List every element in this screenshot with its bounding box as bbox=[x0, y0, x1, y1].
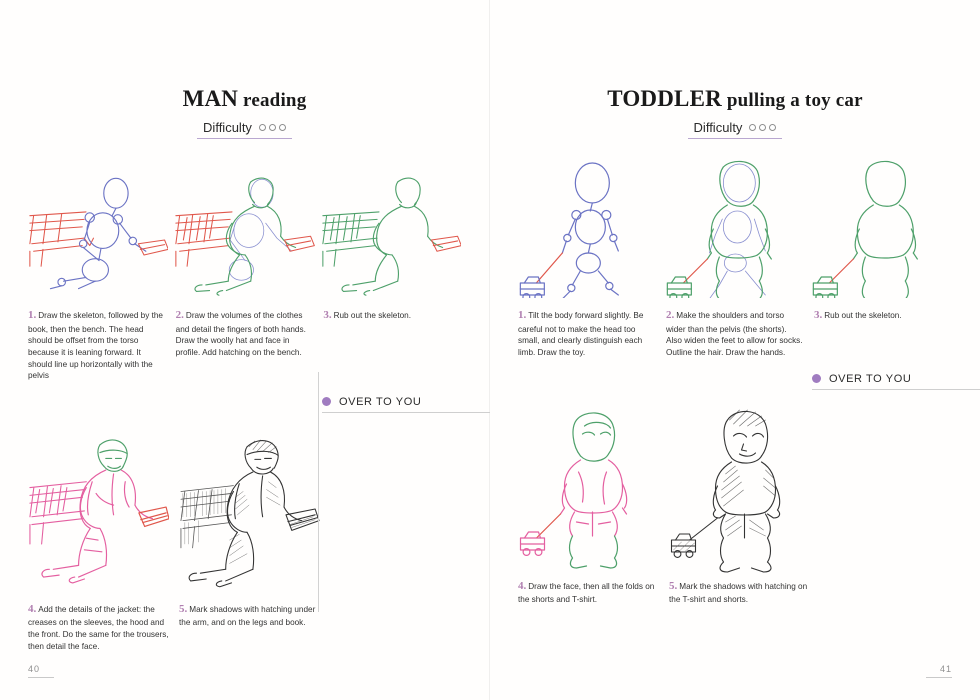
book-sketch bbox=[138, 240, 168, 255]
difficulty-dots-left bbox=[259, 124, 286, 131]
caption-number: 5. bbox=[179, 602, 188, 615]
difficulty-dot bbox=[759, 124, 766, 131]
title-rest-right: pulling a toy car bbox=[721, 90, 863, 111]
over-to-you-left bbox=[322, 396, 490, 413]
figure-outline bbox=[189, 440, 301, 587]
caption-step-4-right bbox=[518, 579, 659, 606]
figure-row-1-right bbox=[518, 153, 952, 298]
bench-sketch bbox=[323, 212, 379, 266]
caption-step-1-right bbox=[518, 308, 656, 359]
title-strong-left: MAN bbox=[182, 86, 239, 111]
page-number-text: 41 bbox=[939, 664, 952, 674]
hat-hatching bbox=[249, 440, 276, 453]
string-sketch bbox=[537, 514, 561, 538]
toy-car-sketch bbox=[667, 277, 691, 298]
shirt-sketch bbox=[561, 460, 627, 514]
page-number-text: 40 bbox=[28, 664, 41, 674]
figure-step-5-right bbox=[669, 398, 810, 573]
book-sketch bbox=[139, 507, 169, 526]
toy-car-sketch bbox=[814, 277, 838, 298]
caption-step-4-left bbox=[28, 602, 169, 653]
head-sketch bbox=[573, 412, 615, 460]
bench-sketch bbox=[30, 482, 86, 544]
caption-text: Draw the face, then all the folds on the shorts and T-shirt. bbox=[518, 581, 655, 605]
bench-sketch bbox=[176, 212, 232, 266]
over-to-you-label: OVER TO YOU bbox=[829, 372, 912, 385]
caption-number: 2. bbox=[666, 309, 675, 321]
caption-text: Mark the shadows with hatching on the T-shirt and shorts. bbox=[669, 581, 808, 605]
difficulty-dot bbox=[769, 124, 776, 131]
string-sketch bbox=[690, 518, 718, 540]
bench-shading bbox=[181, 485, 234, 547]
figure-step-1-right bbox=[518, 153, 659, 298]
page-title-left bbox=[28, 86, 461, 112]
bullet-icon bbox=[322, 397, 331, 406]
caption-step-5-left bbox=[179, 602, 320, 653]
captions-row-2-right bbox=[518, 579, 810, 606]
right-page bbox=[490, 0, 980, 700]
caption-text: Draw the skeleton, followed by the book, then the bench. The head should be offset from the torso because it is leaning forward. It should line up horizontally with the pelvis bbox=[28, 311, 163, 381]
caption-text: Add the details of the jacket: the creases on the sleeves, the hood and the front. Do the same for the trousers, then detail the face. bbox=[28, 604, 169, 651]
caption-text: Tilt the body forward slightly. Be careful not to make the head too small, and clearly distinguish each limb. Draw the toy. bbox=[518, 311, 644, 357]
difficulty-right bbox=[688, 120, 783, 139]
difficulty-dot bbox=[749, 124, 756, 131]
captions-row-1-left bbox=[28, 308, 461, 382]
caption-text: Rub out the skeleton. bbox=[333, 311, 411, 320]
difficulty-label-right: Difficulty bbox=[693, 120, 743, 135]
figure-step-4-left bbox=[28, 421, 169, 596]
skeleton-sketch bbox=[50, 178, 145, 288]
shorts-sketch bbox=[570, 512, 618, 536]
caption-number: 5. bbox=[669, 579, 678, 592]
figure-step-3-right bbox=[811, 153, 952, 298]
page-title-right bbox=[518, 86, 952, 112]
over-to-you-label: OVER TO YOU bbox=[339, 395, 422, 408]
caption-step-5-right bbox=[669, 579, 810, 606]
caption-step-3-right bbox=[814, 308, 952, 359]
skeleton-underlay bbox=[230, 179, 293, 280]
captions-row-2-left bbox=[28, 602, 320, 653]
volumes-sketch bbox=[707, 161, 771, 298]
caption-number: 1. bbox=[518, 309, 527, 321]
difficulty-dot bbox=[269, 124, 276, 131]
string-sketch bbox=[683, 259, 707, 283]
string-sketch bbox=[830, 259, 854, 283]
volumes-sketch bbox=[854, 161, 918, 298]
figure-step-1-left bbox=[28, 153, 168, 298]
figure-step-3-left bbox=[321, 153, 461, 298]
difficulty-dots-right bbox=[749, 124, 776, 131]
figure-step-4-right bbox=[518, 398, 659, 573]
figure-step-2-left bbox=[174, 153, 314, 298]
bullet-icon bbox=[812, 374, 821, 383]
difficulty-left bbox=[197, 120, 292, 139]
over-to-you-right bbox=[812, 373, 980, 390]
page-number-right bbox=[926, 664, 952, 678]
figure-row-2-left bbox=[28, 421, 320, 596]
figure-step-2-right bbox=[665, 153, 806, 298]
figure-row-2-right bbox=[518, 398, 810, 573]
caption-number: 2. bbox=[175, 309, 184, 321]
caption-text: Draw the volumes of the clothes and detail the fingers of both hands. Draw the woolly hat and face in profile. Add hatching on the bench. bbox=[175, 311, 306, 357]
caption-number: 4. bbox=[518, 579, 527, 592]
body-hatching bbox=[230, 482, 281, 564]
difficulty-dot bbox=[259, 124, 266, 131]
hair-hatching bbox=[730, 410, 766, 426]
figure-row-1-left bbox=[28, 153, 461, 298]
trousers-sketch bbox=[42, 528, 107, 582]
difficulty-wrap-left bbox=[28, 120, 461, 139]
caption-number: 1. bbox=[28, 309, 37, 321]
page-number-left bbox=[28, 664, 54, 678]
captions-row-1-right bbox=[518, 308, 952, 359]
book-outline bbox=[286, 509, 319, 530]
difficulty-dot bbox=[279, 124, 286, 131]
legs-sketch bbox=[570, 536, 618, 568]
caption-text: Mark shadows with hatching under the arm, and on the legs and book. bbox=[179, 604, 316, 628]
caption-number: 3. bbox=[323, 309, 332, 321]
page-number-rule bbox=[926, 677, 952, 678]
caption-step-1-left bbox=[28, 308, 166, 382]
gutter-divider bbox=[318, 372, 319, 612]
shirt-hatching bbox=[722, 466, 776, 506]
page-number-rule bbox=[28, 677, 54, 678]
figure-outline bbox=[713, 410, 779, 572]
caption-step-2-left bbox=[176, 308, 314, 382]
caption-step-2-right bbox=[666, 308, 804, 359]
string-sketch bbox=[536, 253, 562, 283]
caption-number: 4. bbox=[28, 602, 37, 615]
caption-number: 3. bbox=[814, 309, 823, 321]
hat-and-face-sketch bbox=[98, 440, 127, 471]
title-rest-left: reading bbox=[238, 90, 307, 111]
shorts-hatching bbox=[726, 516, 766, 536]
difficulty-label-left: Difficulty bbox=[203, 120, 252, 135]
skeleton-sketch bbox=[562, 163, 618, 298]
caption-text: Rub out the skeleton. bbox=[824, 311, 902, 320]
caption-step-3-left bbox=[323, 308, 461, 382]
title-strong-right: TODDLER bbox=[607, 86, 722, 111]
toy-car-sketch bbox=[520, 277, 544, 298]
figure-step-5-left bbox=[179, 421, 320, 596]
caption-text: Make the shoulders and torso wider than the pelvis (the shorts). Also widen the feet to allow for socks. Outline the hair. Draw the hands. bbox=[666, 311, 803, 357]
toy-car-sketch bbox=[521, 532, 545, 555]
difficulty-wrap-right bbox=[518, 120, 952, 139]
